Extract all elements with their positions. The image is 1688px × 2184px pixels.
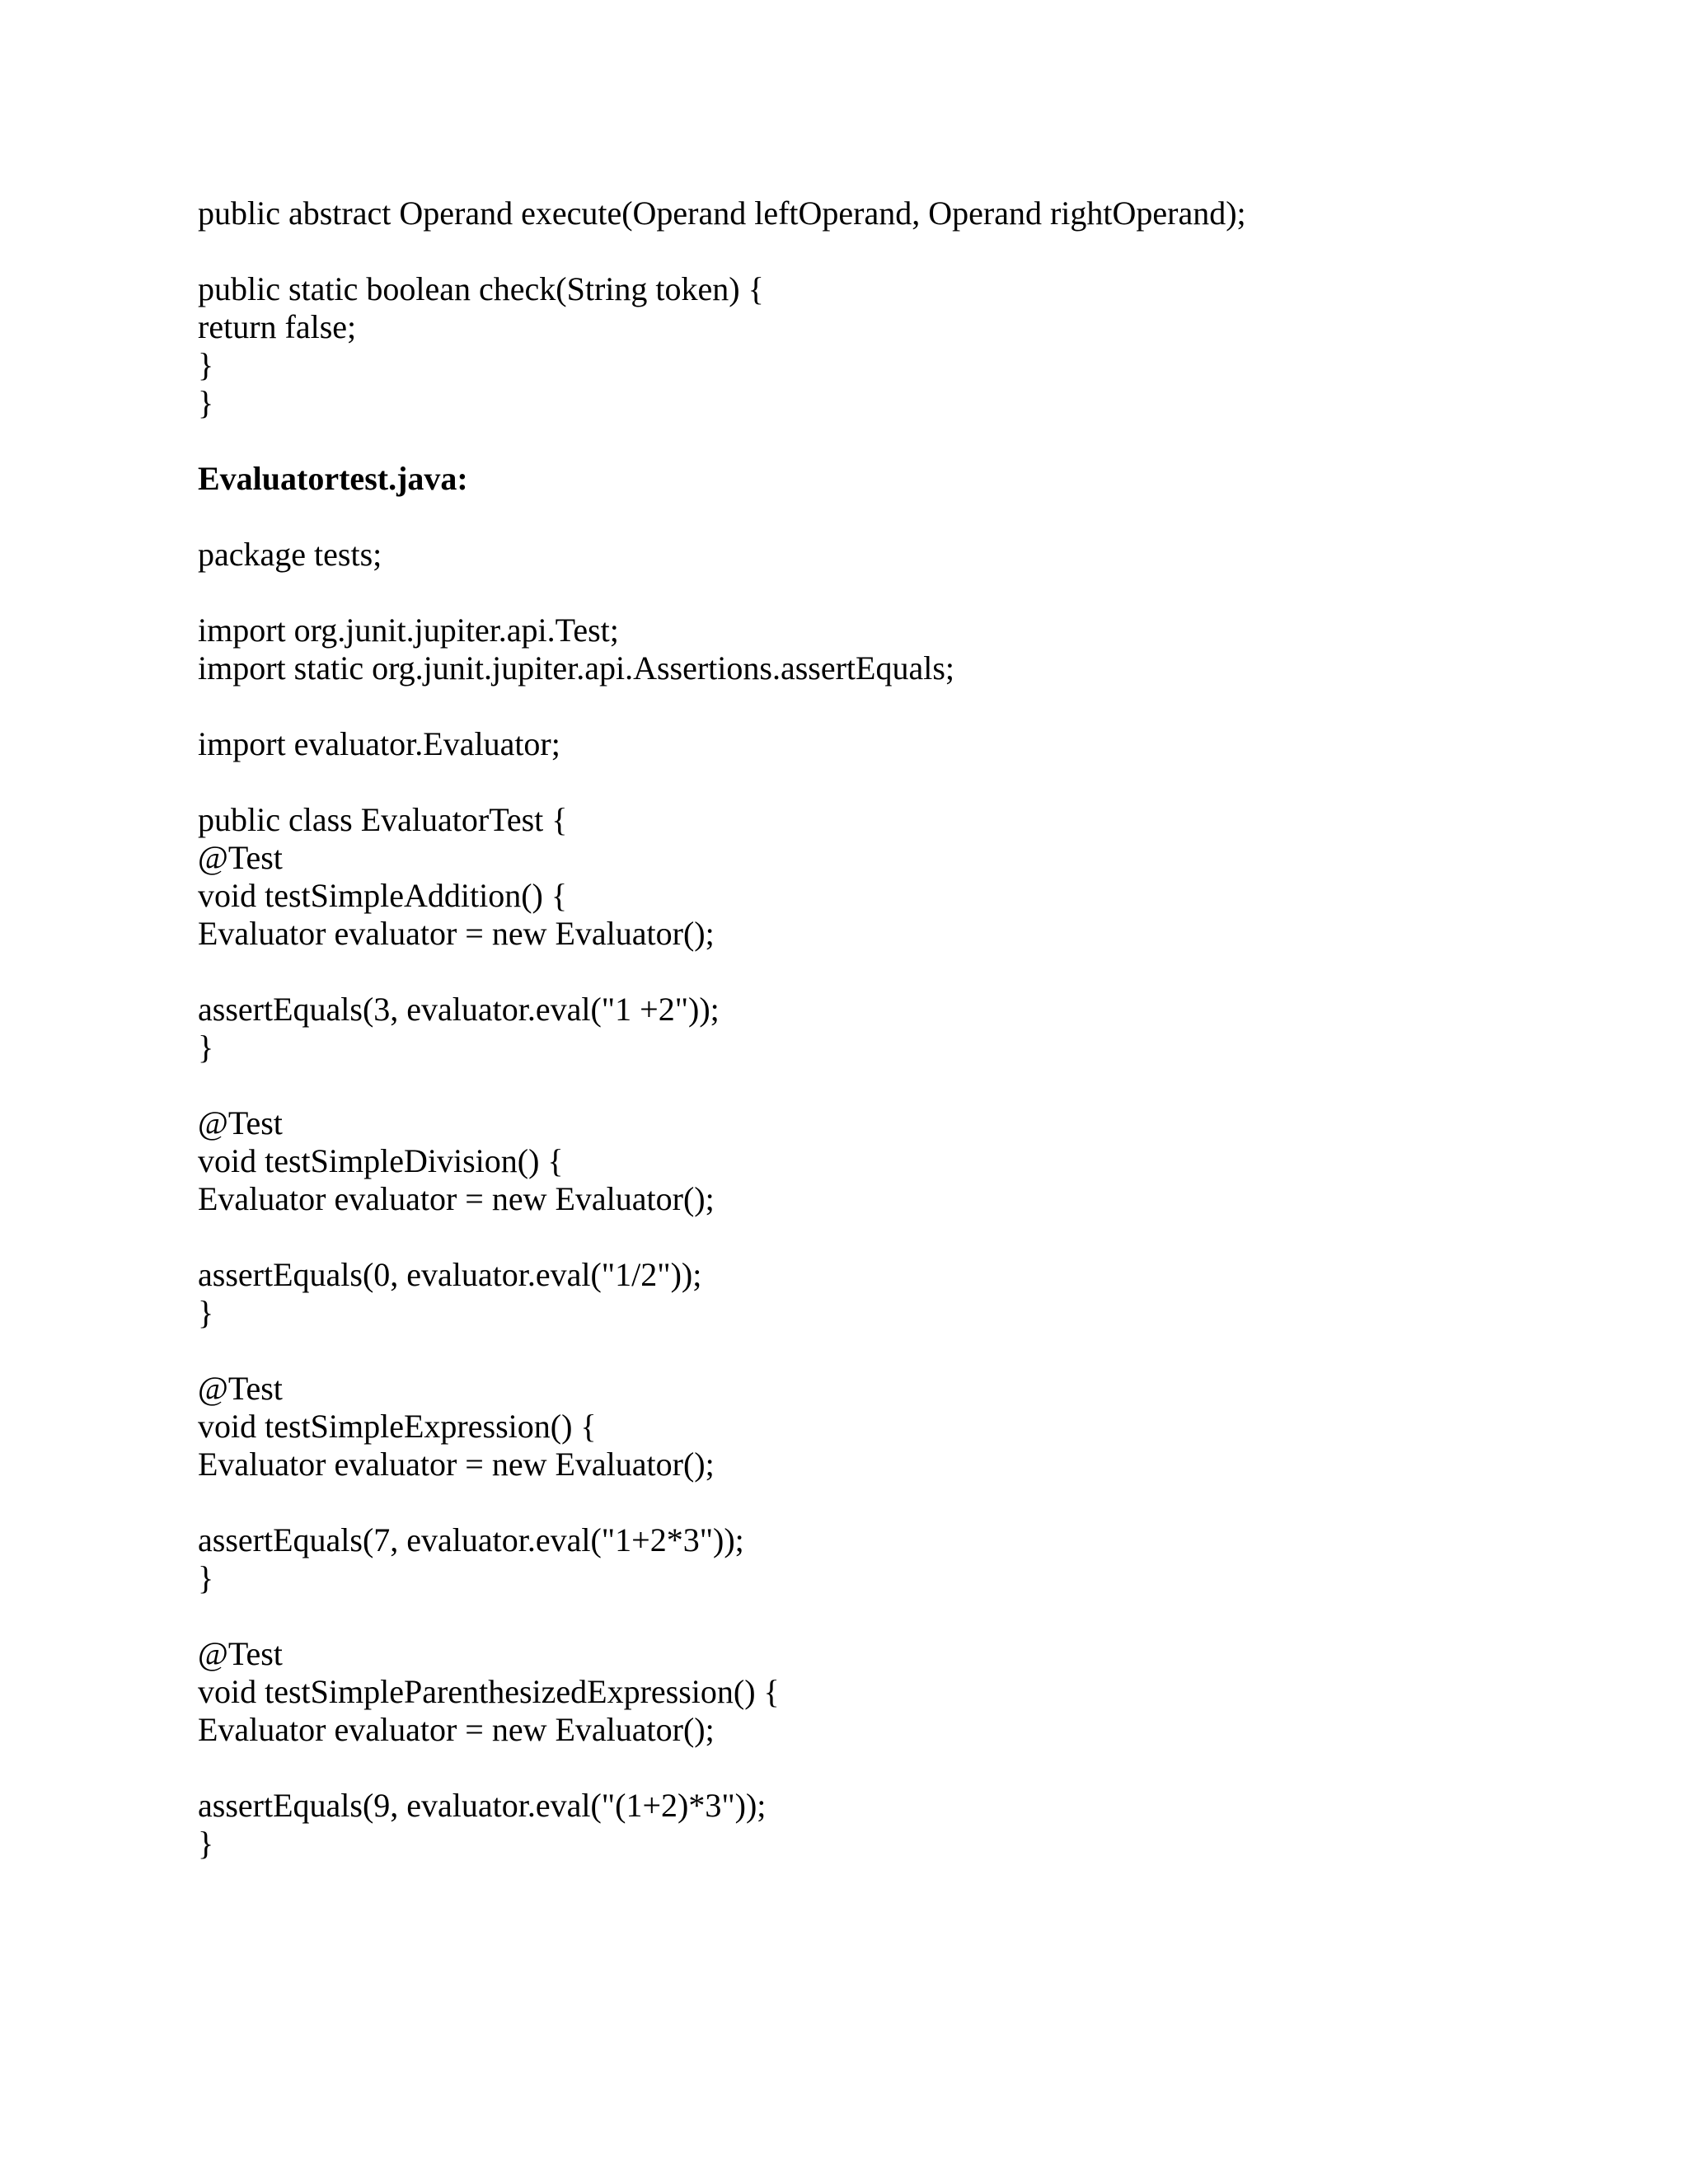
code-line: @Test — [198, 839, 283, 876]
paragraph-spacer — [198, 422, 1599, 460]
paragraph-spacer — [198, 1483, 1599, 1521]
code-line: assertEquals(9, evaluator.eval("(1+2)*3")); — [198, 1787, 767, 1824]
code-line: public abstract Operand execute(Operand leftOperand, Operand rightOperand); — [198, 194, 1246, 232]
paragraph-spacer — [198, 687, 1599, 725]
code-line: } — [198, 1825, 214, 1862]
code-line: return false; — [198, 308, 357, 345]
paragraph-spacer — [198, 1066, 1599, 1104]
paragraph-spacer — [198, 1332, 1599, 1370]
code-block — [198, 1104, 1599, 1218]
paragraph-spacer — [198, 232, 1599, 270]
code-line: Evaluator evaluator = new Evaluator(); — [198, 1711, 715, 1748]
code-block — [198, 1256, 1599, 1332]
code-line: void testSimpleDivision() { — [198, 1142, 564, 1179]
code-line: Evaluator evaluator = new Evaluator(); — [198, 1180, 715, 1217]
code-block — [198, 194, 1599, 232]
code-line: import org.junit.jupiter.api.Test; — [198, 612, 619, 649]
paragraph-spacer — [198, 1749, 1599, 1787]
code-line: void testSimpleExpression() { — [198, 1408, 597, 1445]
code-line: assertEquals(3, evaluator.eval("1 +2")); — [198, 991, 720, 1028]
code-line: package tests; — [198, 536, 382, 573]
code-line: void testSimpleParenthesizedExpression() { — [198, 1673, 780, 1710]
code-line: @Test — [198, 1635, 283, 1672]
code-block — [198, 725, 1599, 763]
code-block — [198, 1635, 1599, 1749]
code-block — [198, 801, 1599, 953]
code-block — [198, 991, 1599, 1066]
code-block — [198, 1787, 1599, 1863]
code-line: } — [198, 1029, 214, 1066]
code-block — [198, 1370, 1599, 1483]
paragraph-spacer — [198, 1218, 1599, 1256]
code-line: Evaluator evaluator = new Evaluator(); — [198, 915, 715, 952]
code-line: import evaluator.Evaluator; — [198, 725, 560, 762]
paragraph-spacer — [198, 953, 1599, 991]
code-line: assertEquals(7, evaluator.eval("1+2*3")); — [198, 1521, 744, 1558]
document-body — [198, 194, 1599, 1863]
code-line: public static boolean check(String token) { — [198, 270, 764, 307]
code-line: public class EvaluatorTest { — [198, 801, 568, 838]
code-line: } — [198, 384, 214, 421]
file-heading-text: Evaluatortest.java: — [198, 460, 468, 497]
code-line: @Test — [198, 1370, 283, 1407]
paragraph-spacer — [198, 763, 1599, 801]
code-line: } — [198, 1559, 214, 1596]
code-line: } — [198, 346, 214, 383]
code-block — [198, 1521, 1599, 1597]
paragraph-spacer — [198, 574, 1599, 612]
code-block — [198, 270, 1599, 422]
code-line: Evaluator evaluator = new Evaluator(); — [198, 1446, 715, 1483]
code-block — [198, 612, 1599, 687]
paragraph-spacer — [198, 498, 1599, 536]
file-heading — [198, 460, 1599, 498]
code-line: } — [198, 1294, 214, 1331]
code-line: @Test — [198, 1104, 283, 1141]
code-line: void testSimpleAddition() { — [198, 877, 568, 914]
code-block — [198, 536, 1599, 574]
paragraph-spacer — [198, 1597, 1599, 1635]
code-line: import static org.junit.jupiter.api.Assertions.assertEquals; — [198, 649, 955, 687]
code-line: assertEquals(0, evaluator.eval("1/2")); — [198, 1256, 702, 1293]
